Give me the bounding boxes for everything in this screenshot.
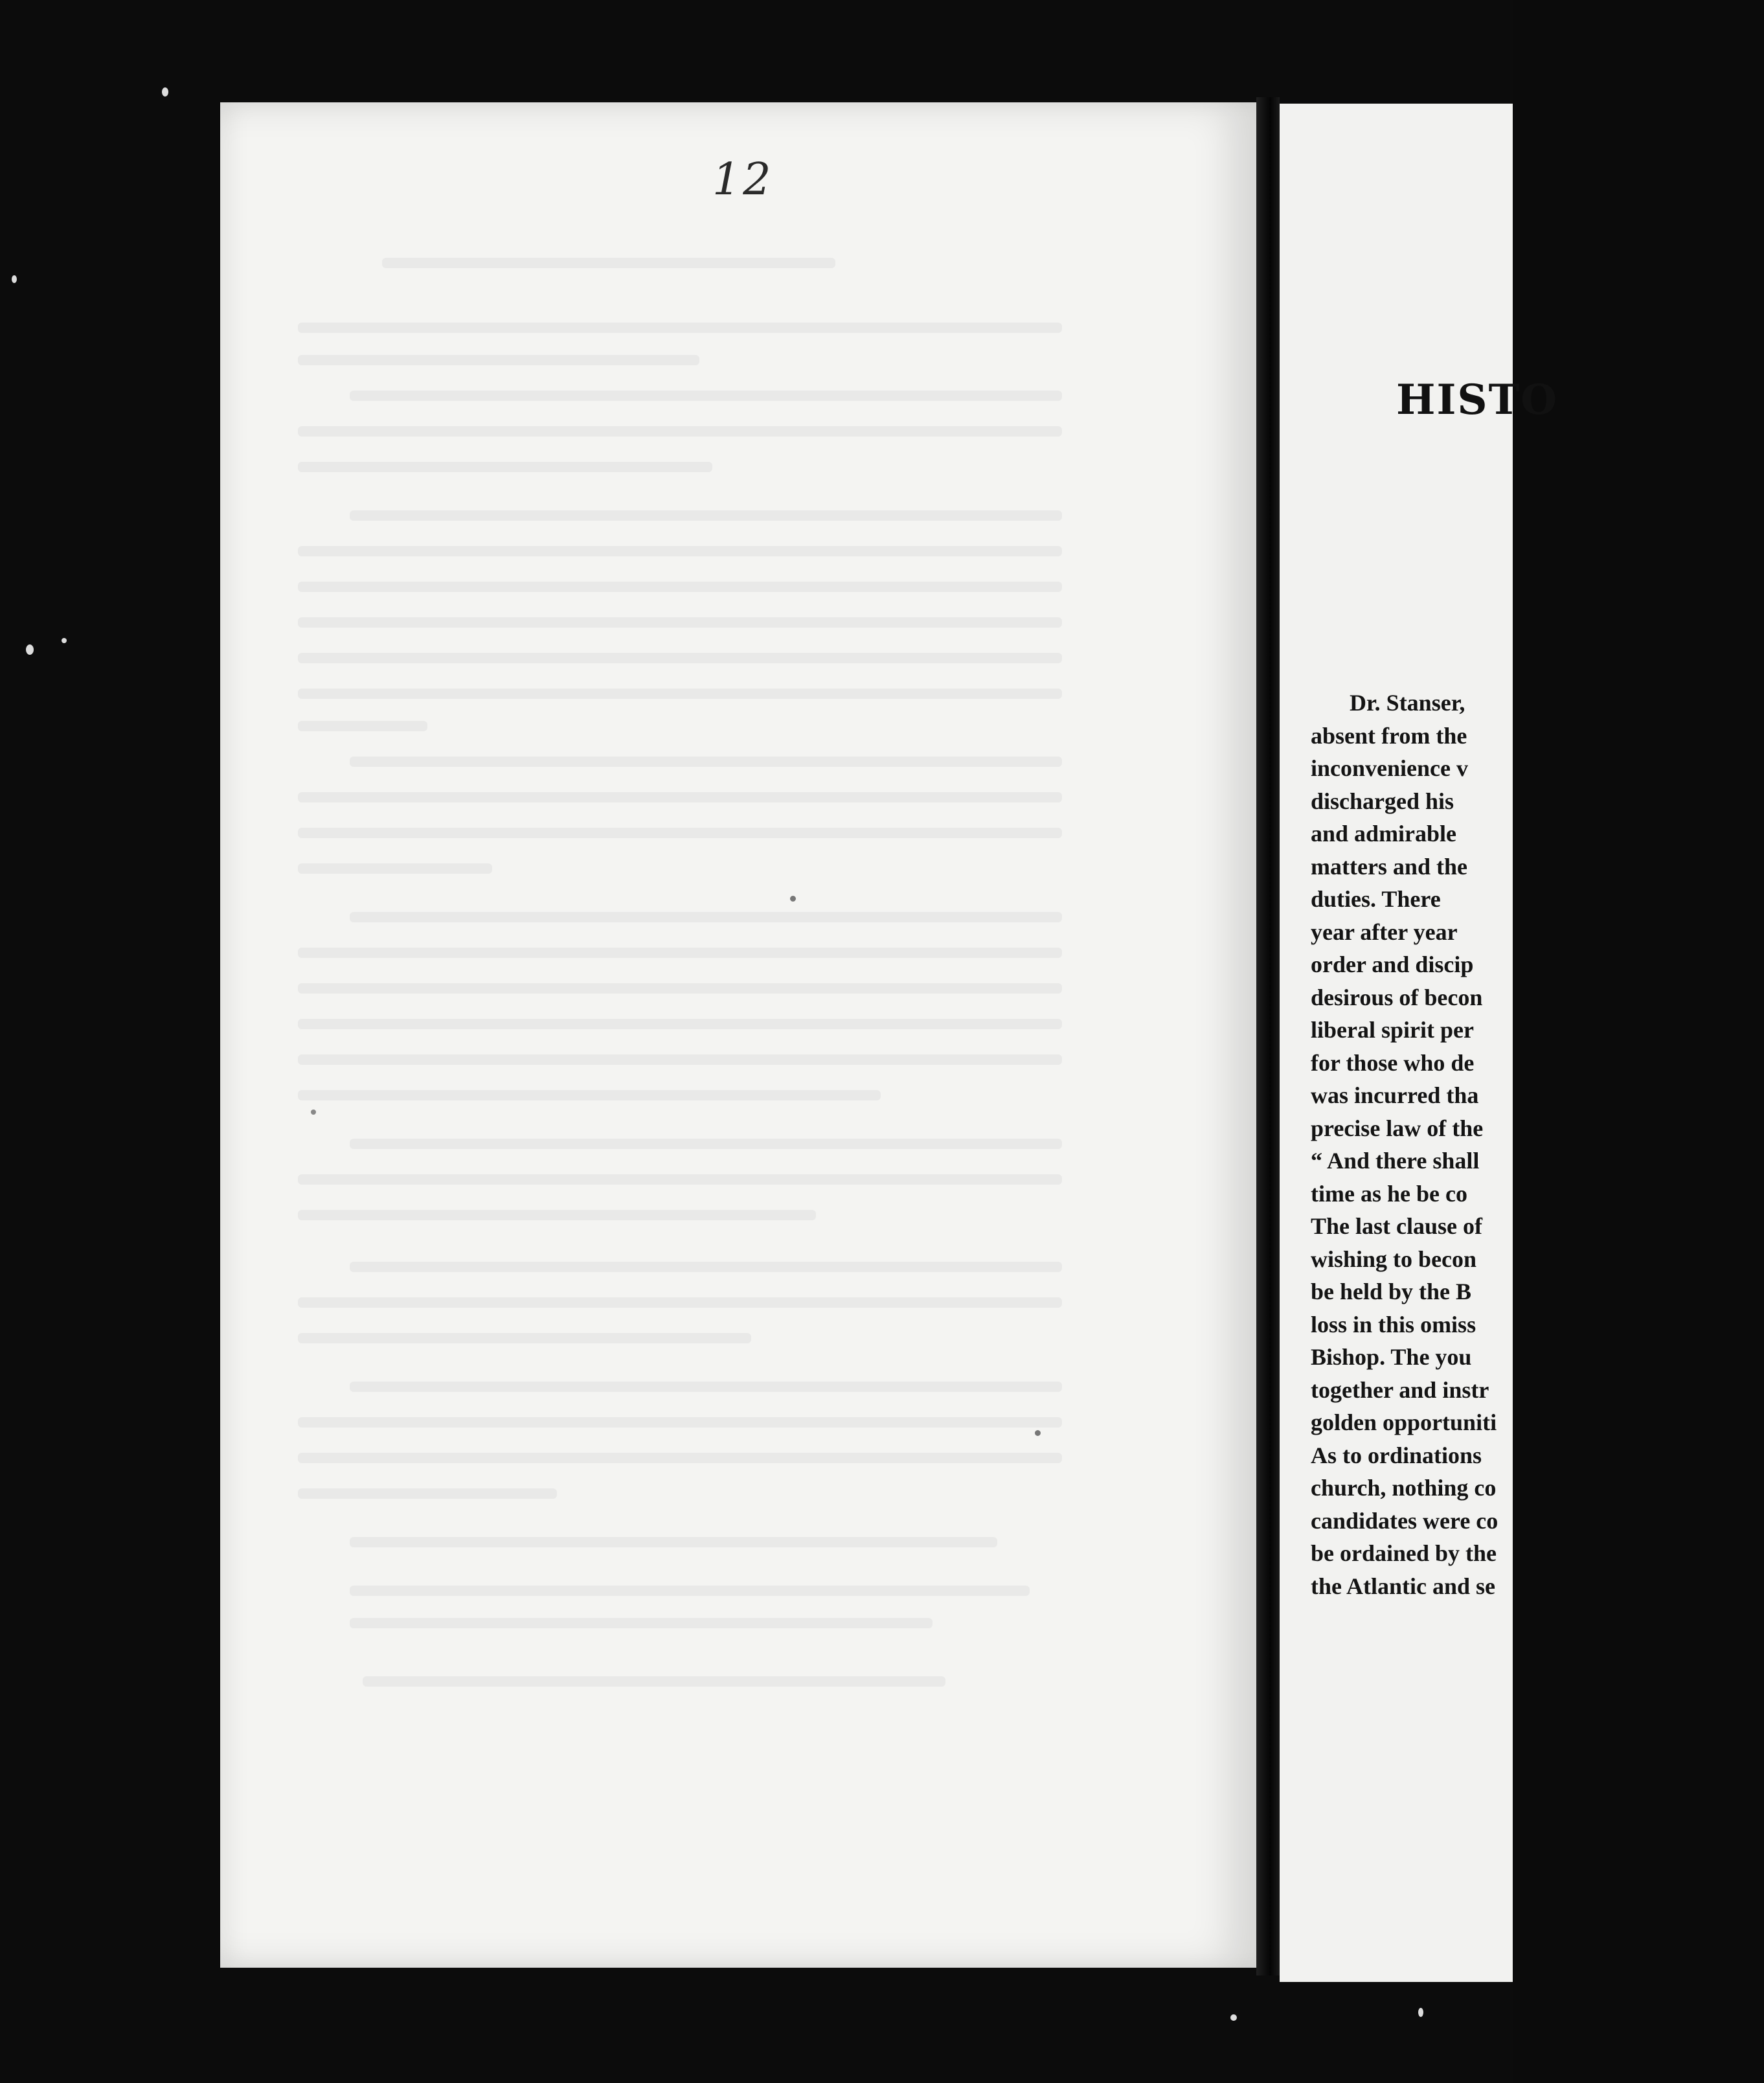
text-line: church, nothing co (1311, 1475, 1497, 1501)
left-page-blank (220, 102, 1256, 1968)
text-line: for those who de (1311, 1049, 1475, 1076)
dust-speck (1418, 2008, 1423, 2017)
page-speck (790, 896, 796, 902)
body-text (1311, 687, 1764, 1602)
dust-speck (162, 87, 168, 97)
text-line: be ordained by the (1311, 1540, 1497, 1566)
text-line: precise law of the (1311, 1115, 1484, 1141)
right-page (1280, 104, 1558, 1982)
text-line: inconvenience v (1311, 755, 1468, 781)
text-line: was incurred tha (1311, 1082, 1479, 1108)
page-speck (311, 1110, 316, 1115)
text-line: loss in this omiss (1311, 1311, 1476, 1337)
text-line: desirous of becon (1311, 984, 1483, 1010)
text-line: order and discip (1311, 951, 1474, 977)
text-line: matters and the (1311, 853, 1467, 880)
text-line: year after year (1311, 918, 1458, 945)
book-gutter (1256, 97, 1280, 1975)
chapter-heading: HISTO (1396, 376, 1558, 424)
text-line: and admirable (1311, 821, 1457, 847)
text-line: the Atlantic and se (1311, 1573, 1496, 1599)
page-speck (1035, 1430, 1041, 1436)
text-line: “ And there shall (1311, 1148, 1480, 1174)
text-line: Dr. Stanser, (1350, 690, 1465, 716)
dust-speck (26, 644, 34, 655)
dust-speck (1230, 2014, 1237, 2021)
text-line: candidates were co (1311, 1507, 1498, 1534)
text-line: time as he be co (1311, 1180, 1467, 1207)
dust-speck (62, 638, 67, 643)
text-line: As to ordinations (1311, 1442, 1482, 1468)
text-line: be held by the B (1311, 1279, 1472, 1304)
text-line: duties. There (1311, 886, 1441, 912)
text-line: together and instr (1311, 1376, 1489, 1403)
text-line: absent from the (1311, 722, 1467, 749)
text-line: The last clause of (1311, 1213, 1482, 1239)
text-line: Bishop. The you (1311, 1344, 1472, 1370)
text-line: golden opportuniti (1311, 1409, 1497, 1435)
dust-speck (12, 275, 17, 283)
page-number: 12 (712, 154, 774, 205)
text-line: discharged his (1311, 788, 1454, 814)
text-line: wishing to becon (1311, 1246, 1477, 1272)
text-line: liberal spirit per (1311, 1017, 1474, 1043)
